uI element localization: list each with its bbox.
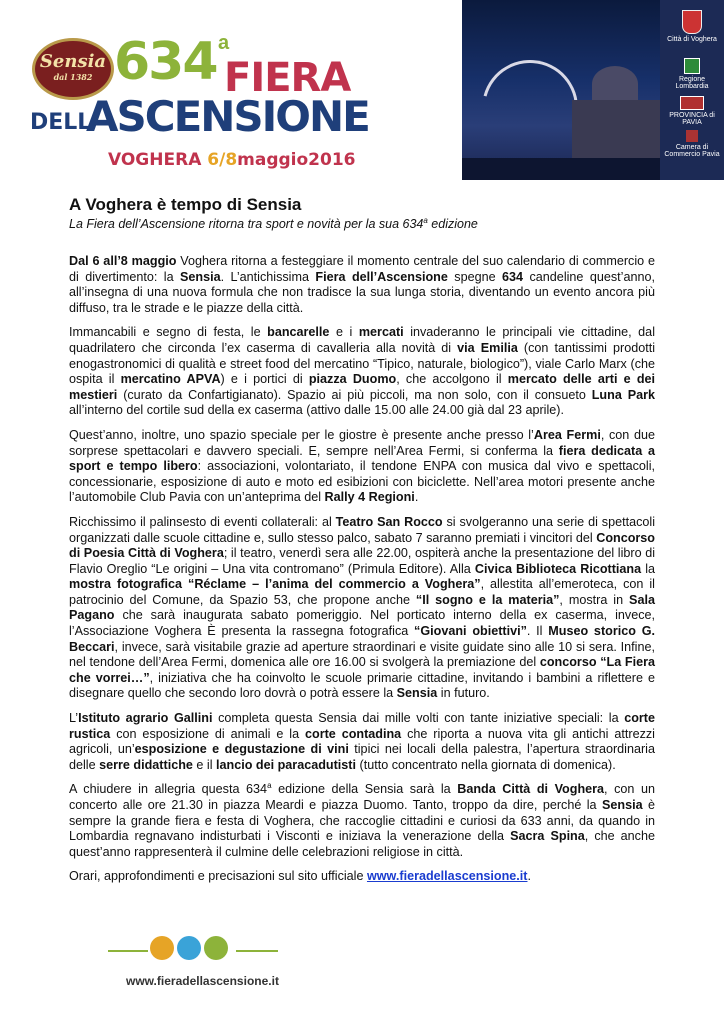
sponsor-panel [660,0,724,180]
paragraph [69,515,655,702]
sensia-badge [32,38,114,100]
paragraph [69,711,655,773]
bold-text: mercatino APVA [120,372,221,387]
dome-shape [592,66,638,102]
text-run: Quest’anno, inoltre, uno spazio speciale per le giostre è presente anche presso l’ [69,427,534,442]
text-run: (curato da Confartigianato). Spazio ai più piccoli, ma non solo, con il consueto [117,387,592,402]
text-run: , iniziativa che ha coinvolto le scuole primarie cittadine, invitando i bambini a riflettere e disegnare quello che secondo loro dovrà o potrà essere la [69,670,655,701]
text-run: , con due sorprese spettacolari e davvero speciali. E, sempre nell’Area Fermi, si conferma la [69,427,655,458]
paragraph [69,428,655,506]
sponsor-camera [664,130,720,158]
text-run: , mostra in [559,592,630,607]
bold-text: bancarelle [267,325,330,340]
footer-line-right [236,950,278,952]
text-run: A chiudere in allegria questa 634 [69,782,268,797]
dates-city: VOGHERA [108,150,208,170]
event-dates [108,150,356,170]
bold-text: Banda Città di Voghera [457,782,605,797]
bold-text: Concorso di Poesia Città di Voghera [69,530,655,561]
links-text: Orari, approfondimenti e precisazioni sul sito ufficiale [69,869,367,884]
text-run: spegne [447,269,503,284]
bold-text: Civica Biblioteca Ricottiana [474,561,642,576]
paragraph-links [69,869,655,885]
bold-text: Istituto agrario Gallini [78,711,213,726]
edition-sup: a [218,32,230,54]
text-run: si svolgeranno una serie di spettacoli organizzati dalle scuole cittadine e, sullo stesso palco, sabato 7 saranno premiati i vincitori del [69,514,655,545]
bold-text: Sensia [180,269,221,284]
bold-text: fiera dedicata a sport e tempo libero [69,443,655,474]
text-run: L’ [69,711,79,726]
text-run: Immancabili e segno di festa, le [69,325,268,340]
sponsor-voghera [664,10,720,43]
superscript: a [267,781,272,791]
text-run: e il [192,757,217,772]
subtitle-main: La Fiera dell’Ascensione ritorna tra sport e novità per la sua 634 [69,217,424,232]
bold-text: concorso “La Fiera che vorrei…” [69,655,655,685]
paragraph [69,782,655,860]
bold-text: Luna Park [591,387,656,402]
footer-url: www.fieradellascensione.it [126,974,279,988]
sponsor-pavia [664,96,720,126]
badge-since: dal 1382 [53,72,93,82]
text-run: , che accolgono il [396,372,508,387]
bold-text: Sacra Spina [510,829,585,844]
links-end: . [527,869,531,884]
bold-text: Sensia [396,686,438,701]
text-run: , invece, sarà visitabile grazie ad aperture straordinari e visite guidate sino alle 10 si sera. Infine, nel tendone dell’Area Fermi, domenica alle ore 16.00 si svolgerà la premiazione del [69,639,655,670]
bold-text: “Il sogno e la materia” [415,592,560,607]
text-run: con esposizione di animali e la [110,726,305,741]
text-run: Ricchissimo il palinsesto di eventi collaterali: al [69,514,336,529]
pavia-flag-icon [680,96,704,110]
header [0,0,724,180]
text-run: (tutto concentrato nella giornata di domenica). [356,757,616,772]
bold-text: Teatro San Rocco [335,514,443,529]
text-run: : associazioni, volontariato, il tendone ENPA con musica dal vivo e spettacoli, concessionarie, esposizione di auto e moto ed esibizioni con biciclette. Nell’area motori presente anche l’automobile Club Pavia con un’anteprima del [69,459,655,505]
text-run: , con un concerto alle ore 21.30 in piazza Meardi e piazza Duomo. Tanto, troppo da dire, perché la [69,782,655,812]
text-run: . Il [526,624,549,639]
fiera-logo [28,30,448,170]
text-run: , che anche quest’anno rappresenterà il culmine delle celebrazioni religiose in città. [69,829,655,859]
text-run: è sempre la grande fiera e festa di Voghera, che raccoglie cittadini e curiosi da 633 anni, da quando in Lombardia regnavano indisturbati i Visconti e iniziava la venerazione della [69,798,655,844]
bold-text: Area Fermi [533,427,601,442]
bold-text: corte rustica [69,711,655,741]
voghera-crest-icon [682,10,702,34]
footer-logo [108,932,288,1002]
subtitle-end: edizione [427,217,478,232]
sponsor-label: Regione Lombardia [675,76,709,90]
header-photo [462,0,660,180]
bold-text: Sensia [601,798,643,812]
water-icon [177,936,201,960]
text-run: e i [329,325,359,340]
bold-text: Dal 6 all’8 maggio [69,254,177,268]
bold-text: corte contadina [305,726,402,741]
text-run: , allestita all’emeroteca, con il patrocinio del Comune, da Spazio 53, che propone anche [69,577,655,607]
text-run: all’interno del cortile sud della ex caserma (attivo dalle 15.00 alle 24.00 già dal 23 aprile). [69,403,564,418]
text-run: la [641,561,656,576]
bold-text: via Emilia [457,340,518,355]
bold-text: Rally 4 Regioni [324,490,415,505]
logo-dell: DELL' [30,110,99,135]
text-run: . [414,490,419,505]
sponsor-label: PROVINCIA di PAVIA [669,112,715,126]
logo-fiera: FIERA [224,55,351,101]
ground-shape [462,158,660,180]
bold-text: lancio dei paracadutisti [216,757,356,772]
bold-text: “Giovani obiettivi” [414,624,527,639]
text-run: Voghera ritorna a festeggiare il momento centrale del suo calendario di commercio e di divertimento: la [69,254,655,284]
subtitle-sup: a [423,216,428,225]
bold-text: Museo storico G. Beccari [69,624,656,654]
sport-icon [150,936,174,960]
paragraph [69,254,655,316]
text-run: (con tantissimi prodotti enogastronomici di qualità e street food del mercatino “Tipico, naturale, biologico”), viale Carlo Marx (che ospita il [69,340,655,387]
text-run: tipici nei locali della palestra, l’apertura straordinaria delle [69,742,655,772]
text-run: candeline quest’anno, all’insegna di una nuova formula che non tradisce la sua lunga storia, diventando un evento ancora più diffuso, tra le strade e le piazze della città. [69,269,655,315]
bold-text: serre didattiche [99,757,193,772]
text-run: ; il teatro, venerdì sera alle 22.00, ospiterà anche la presentazione del libro di Flavio Oreglio “Le origini – Una vita contromano” (Primula Editore). Alla [69,546,655,576]
sponsor-label: Città di Voghera [667,36,717,43]
lombardia-icon [684,58,700,74]
text-run: in futuro. [437,686,490,701]
text-run: edizione della Sensia sarà la [271,782,458,797]
text-run: . L’antichissima [220,269,316,284]
article-body [69,254,655,894]
sponsor-lombardia [664,58,720,90]
badge-brand: Sensia [39,51,107,72]
official-site-link[interactable]: www.fieradellascensione.it [366,869,528,884]
footer-line-left [108,950,148,952]
bold-text: Fiera dell’Ascensione [315,269,448,284]
bold-text: mercato delle arti e dei mestieri [69,372,656,402]
article-title: A Voghera è tempo di Sensia [69,195,302,214]
text-run: che riporta a nuova vita gli antichi attrezzi agricoli, un’ [69,726,655,757]
family-icon [204,936,228,960]
sponsor-label: Camera di Commercio Pavia [664,144,720,158]
bold-text: esposizione e degustazione di vini [134,742,349,757]
camera-commercio-icon [686,130,698,142]
footer-icons [150,936,231,965]
dates-range: 6/8 [207,150,238,170]
article-subtitle [69,216,478,231]
text-run: invaderanno le principali vie cittadine, dal quadrilatero che circonda l’ex caserma di cavalleria alla novità di [69,325,655,355]
paragraph [69,325,655,419]
bold-text: Sala Pagano [69,592,655,623]
text-run: ) e i portici di [220,372,309,387]
text-run: completa questa Sensia dai mille volti con tante iniziative speciali: la [212,711,625,726]
bold-text: mostra fotografica “Réclame – l’anima del commercio a Voghera” [69,577,481,592]
bold-text: 634 [502,269,524,284]
bold-text: piazza Duomo [308,372,397,387]
dates-rest: maggio2016 [237,150,356,170]
bold-text: mercati [358,325,404,340]
edition-number: 634 [114,32,217,92]
text-run: che sarà inaugurata sabato pomeriggio. Nel porticato interno della ex caserma, invece, l’Associazione Voghera È presenta la rassegna fotografica [69,608,655,639]
logo-ascensione: ASCENSIONE [86,92,369,141]
